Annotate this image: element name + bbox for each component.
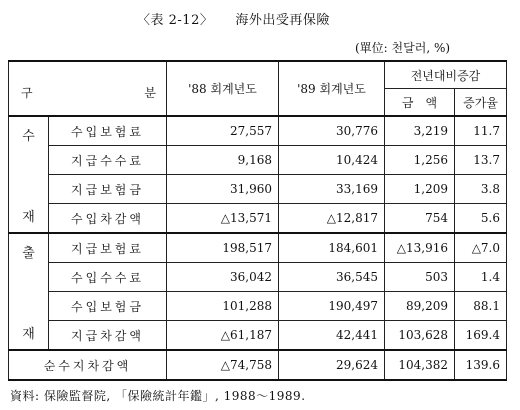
cell-rate: 169.4 <box>455 321 507 351</box>
group-label-top: 출 <box>22 245 35 261</box>
cell-fy89: △12,817 <box>279 204 385 234</box>
cell-fy88: 31,960 <box>167 175 279 204</box>
source-note: 資料: 保險監督院, 「保險統計年鑑」, 1988～1989. <box>10 389 306 403</box>
row-label: 지급수수료 <box>49 146 167 175</box>
group-label <box>9 233 49 350</box>
unit-note: (單位: 천달러, %) <box>355 41 451 55</box>
table-row <box>9 175 507 204</box>
reinsurance-table <box>8 60 507 381</box>
header-fy88: '88 회계년도 <box>167 61 279 116</box>
table-caption: 海外出受再保險 <box>235 13 330 28</box>
cell-fy88: 101,288 <box>167 292 279 321</box>
cell-amount: 1,209 <box>385 175 455 204</box>
group-label-bottom: 재 <box>22 326 35 342</box>
cell-fy88: △61,187 <box>167 321 279 351</box>
cell-fy89: 190,497 <box>279 292 385 321</box>
table-row <box>9 263 507 292</box>
cell-amount: 103,628 <box>385 321 455 351</box>
cell-fy88: 36,042 <box>167 263 279 292</box>
cell-fy89: 184,601 <box>279 233 385 263</box>
row-label: 수입수수료 <box>49 263 167 292</box>
row-label: 수입보험료 <box>49 116 167 146</box>
cell-fy88: 198,517 <box>167 233 279 263</box>
table-title <box>137 9 330 28</box>
total-row <box>9 350 507 380</box>
cell-rate: 88.1 <box>455 292 507 321</box>
cell-fy88: 9,168 <box>167 146 279 175</box>
table-row <box>9 204 507 234</box>
cell-rate: 1.4 <box>455 263 507 292</box>
row-label: 지급보험금 <box>49 175 167 204</box>
cell-fy89: 33,169 <box>279 175 385 204</box>
table-row <box>9 321 507 351</box>
cell-rate: △7.0 <box>455 233 507 263</box>
row-label: 지급보험료 <box>49 233 167 263</box>
header-category-left: 구 <box>21 86 33 100</box>
table-row <box>9 292 507 321</box>
cell-rate: 5.6 <box>455 204 507 234</box>
group-label <box>9 116 49 233</box>
cell-amount: 3,219 <box>385 116 455 146</box>
cell-amount: 503 <box>385 263 455 292</box>
cell-fy89: 10,424 <box>279 146 385 175</box>
table-row <box>9 116 507 146</box>
cell-rate: 13.7 <box>455 146 507 175</box>
total-amount: 104,382 <box>385 350 455 380</box>
total-rate: 139.6 <box>455 350 507 380</box>
cell-amount: 754 <box>385 204 455 234</box>
header-category-right: 분 <box>144 86 156 100</box>
cell-fy89: 30,776 <box>279 116 385 146</box>
table-row <box>9 233 507 263</box>
cell-fy89: 36,545 <box>279 263 385 292</box>
cell-rate: 11.7 <box>455 116 507 146</box>
cell-rate: 3.8 <box>455 175 507 204</box>
total-fy88: △74,758 <box>167 350 279 380</box>
cell-fy88: 27,557 <box>167 116 279 146</box>
group-label-bottom: 재 <box>22 209 35 225</box>
cell-amount: 1,256 <box>385 146 455 175</box>
group-label-top: 수 <box>22 128 35 144</box>
row-label: 지급차감액 <box>49 321 167 351</box>
row-label: 수입보험금 <box>49 292 167 321</box>
table-row <box>9 146 507 175</box>
header-fy89: '89 회계년도 <box>279 61 385 116</box>
total-label: 순수지차감액 <box>9 350 167 380</box>
cell-fy89: 42,441 <box>279 321 385 351</box>
cell-amount: 89,209 <box>385 292 455 321</box>
row-label: 수입차감액 <box>49 204 167 234</box>
header-yoy-change: 전년대비증감 <box>385 61 507 89</box>
cell-amount: △13,916 <box>385 233 455 263</box>
cell-fy88: △13,571 <box>167 204 279 234</box>
header-rate: 증가율 <box>455 89 507 117</box>
total-fy89: 29,624 <box>279 350 385 380</box>
header-amount: 금 액 <box>385 89 455 117</box>
table-number: 〈表 2-12〉 <box>137 13 214 28</box>
header-category <box>9 61 167 116</box>
